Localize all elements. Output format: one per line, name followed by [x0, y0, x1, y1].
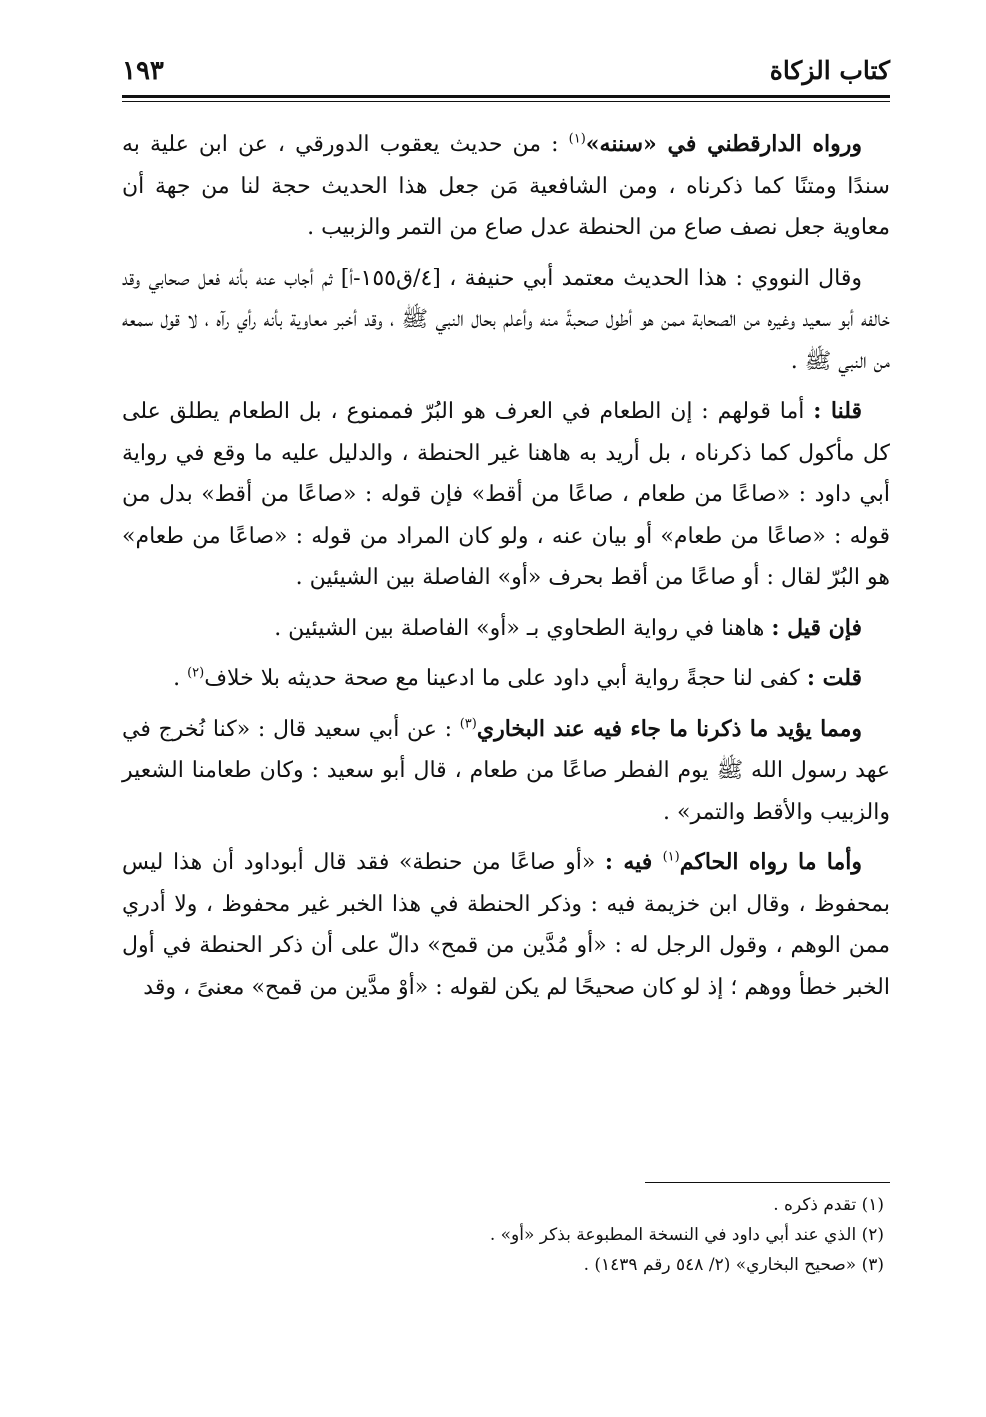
paragraph-text: «أو صاعًا من حنطة» فقد قال أبوداود أن هذا ليس بمحفوظ ، وقال ابن خزيمة فيه : وذكر الحنطة في هذا الخبر غير محفوظ ، ولا أدري ممن الوهم ، وقول الرجل له : «أو مُدَّين من قمح» دالّ على أن ذكر الحنطة في أول الخبر خطأ ووهم ؛ إذ لو كان صحيحًا لم يكن لقوله : «أوْ مدَّين من قمح» معنىً ، وقد — [122, 850, 890, 1000]
footnote-ref: (٣) — [459, 716, 477, 732]
footnote-separator — [645, 1182, 890, 1183]
paragraph-lead: قلت : — [806, 665, 862, 691]
main-text — [122, 124, 890, 1017]
paragraph-lead: ورواه الدارقطني في «سننه» — [585, 131, 862, 157]
paragraph-5 — [122, 658, 890, 700]
paragraph-tail: . — [173, 666, 188, 691]
paragraph-4 — [122, 608, 890, 650]
paragraph-text: : عن أبي سعيد قال : «كنا نُخرج في عهد رسول الله ﷺ يوم الفطر صاعًا من طعام ، قال أبو سعيد : وكان طعامنا الشعير والزبيب والأقط والتمر» . — [122, 716, 890, 825]
header-rule — [122, 95, 890, 98]
footnote-2: (٢) الذي عند أبي داود في النسخة المطبوعة بذكر «أو» . — [489, 1225, 884, 1245]
footnote-3: (٣) «صحيح البخاري» (٢/ ٥٤٨ رقم ١٤٣٩) . — [583, 1255, 884, 1275]
paragraph-lead: قلنا : — [813, 398, 863, 424]
footnote-ref: (١) — [662, 849, 680, 865]
paragraph-lead-2: فيه : — [604, 849, 663, 875]
paragraph-7 — [122, 842, 890, 1008]
paragraph-text: : من حديث يعقوب الدورقي ، عن ابن علية به سندًا ومتنًا كما ذكرناه ، ومن الشافعية مَن جعل هذا الحديث حجة لنا من جهة أن معاوية جعل نصف صاع من الحنطة عدل صاع من التمر والزبيب . — [122, 132, 890, 240]
footnote-ref: (١) — [568, 131, 586, 147]
paragraph-lead: فإن قيل : — [771, 614, 862, 641]
paragraph-2 — [122, 258, 890, 383]
header-rule-thin — [122, 101, 890, 102]
paragraph-lead: ومما يؤيد ما ذكرنا ما جاء فيه عند البخاري — [476, 715, 862, 742]
footnote-ref: (٢) — [187, 665, 205, 681]
paragraph-6 — [122, 709, 890, 834]
paragraph-3 — [122, 391, 890, 599]
paragraph-lead: وأما ما رواه الحاكم — [679, 849, 862, 875]
footnote-1: (١) تقدم ذكره . — [773, 1195, 884, 1215]
paragraph-text: أما قولهم : إن الطعام في العرف هو البُرّ فممنوع ، بل الطعام يطلق على كل مأكول كما ذكرناه ، بل أريد به هاهنا غير الحنطة ، والدليل عليه ما وقع في رواية أبي داود : «صاعًا من طعام ، صاعًا من أقط» فإن قوله : «صاعًا من أقط» بدل من قوله : «صاعًا من طعام» أو بيان عنه ، ولو كان المراد من قوله : «صاعًا من طعام» هو البُرّ لقال : أو صاعًا من أقط بحرف «أو» الفاصلة بين الشيئين . — [122, 399, 890, 590]
paragraph-text: وقال النووي : هذا الحديث معتمد أبي حنيفة ، [٤/ق١٥٥-أ] ثم أجاب عنه بأنه فعل صحابي وقد خالفه أبو سعيد وغيره من الصحابة ممن هو أطول صحبةً منه وأعلم بحال النبي ﷺ ، وقد أخبر معاوية بأنه رأي رآه ، لا قول سمعه من النبي ﷺ . — [122, 265, 890, 374]
paragraph-text: كفى لنا حجةً رواية أبي داود على ما ادعينا مع صحة حديثه بلا خلاف — [204, 666, 807, 691]
paragraph-text: هاهنا في رواية الطحاوي بـ «أو» الفاصلة بين الشيئين . — [274, 615, 772, 641]
page-header — [122, 52, 890, 92]
page-number: ١٩٣ — [122, 56, 164, 86]
paragraph-1 — [122, 124, 890, 249]
running-title: كتاب الزكاة — [769, 56, 890, 85]
footnotes — [122, 1190, 890, 1280]
